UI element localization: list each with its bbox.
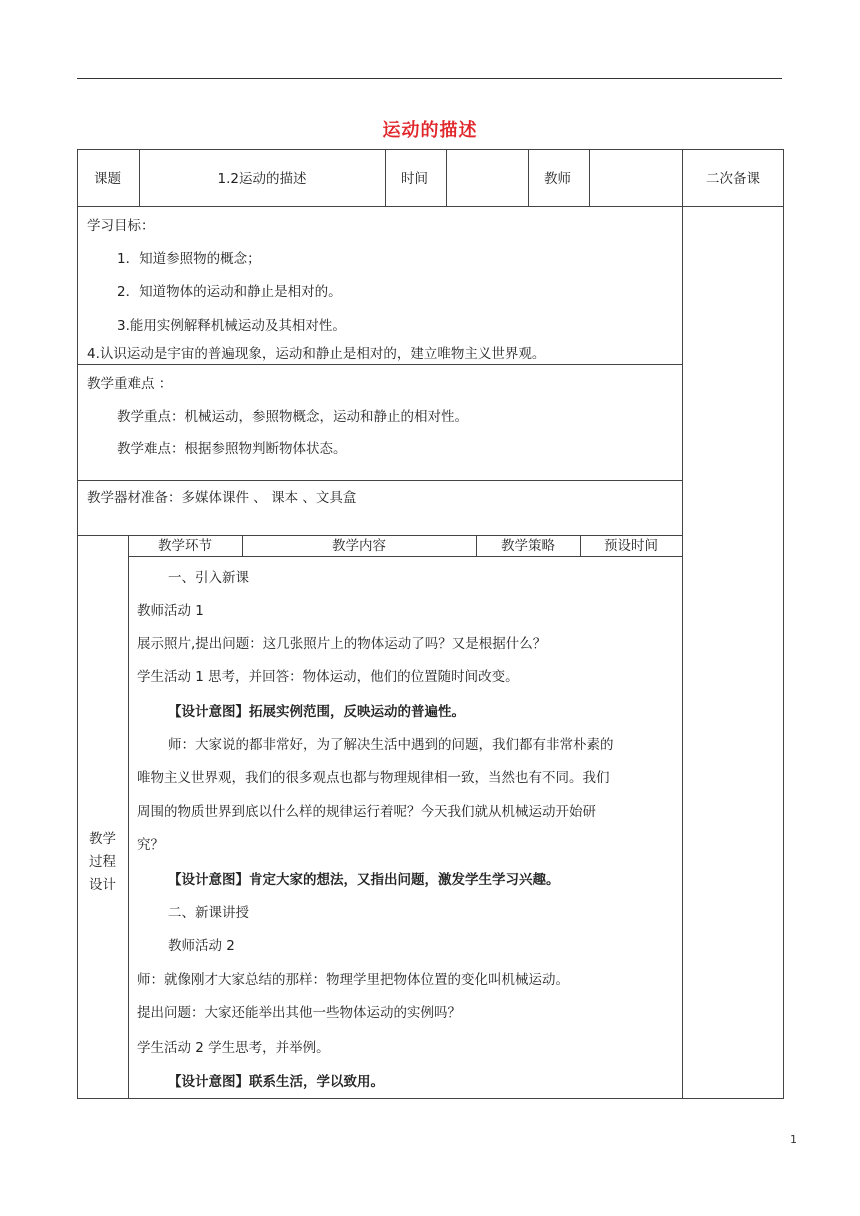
process-line: 周围的物质世界到底以什么样的规律运行着呢？今天我们就从机械运动开始研 xyxy=(137,804,596,820)
process-line: 二、新课讲授 xyxy=(168,905,249,921)
process-line: 一、引入新课 xyxy=(168,570,249,586)
materials-text: 教学器材准备：多媒体课件 、 课本 、文具盒 xyxy=(87,490,357,506)
process-side-label: 教学 xyxy=(89,831,116,847)
design-intent: 【设计意图】拓展实例范围，反映运动的普遍性。 xyxy=(168,704,465,720)
teacher-label: 教师 xyxy=(544,171,571,187)
second-prep-column xyxy=(682,149,683,1099)
objectives-heading: 学习目标： xyxy=(87,218,155,234)
process-side-label: 过程 xyxy=(89,854,116,870)
teaching-difficulty: 教学难点：根据参照物判断物体状态。 xyxy=(117,441,347,457)
design-intent: 【设计意图】联系生活，学以致用。 xyxy=(168,1074,384,1090)
teaching-focus: 教学重点：机械运动，参照物概念，运动和静止的相对性。 xyxy=(117,409,468,425)
page-number: 1 xyxy=(790,1133,797,1146)
process-line: 教师活动 1 xyxy=(137,603,204,619)
process-line: 究？ xyxy=(137,837,164,853)
process-line: 教师活动 2 xyxy=(168,938,235,954)
objective-item: 4.认识运动是宇宙的普遍现象，运动和静止是相对的，建立唯物主义世界观。 xyxy=(87,346,546,362)
process-line: 学生活动 2 学生思考，并举例。 xyxy=(137,1040,330,1056)
process-line: 师：就像刚才大家总结的那样：物理学里把物体位置的变化叫机械运动。 xyxy=(137,972,569,988)
objective-item: 2．知道物体的运动和静止是相对的。 xyxy=(117,284,342,300)
process-side-label: 设计 xyxy=(89,877,116,893)
objective-item: 1．知道参照物的概念； xyxy=(117,251,261,267)
process-line: 唯物主义世界观，我们的很多观点也都与物理规律相一致，当然也有不同。我们 xyxy=(137,770,610,786)
column-header-time: 预设时间 xyxy=(604,538,658,554)
key-points-heading: 教学重难点 ： xyxy=(87,376,173,392)
header-rule xyxy=(77,78,782,79)
second-prep-label: 二次备课 xyxy=(706,171,760,187)
process-line: 学生活动 1 思考，并回答：物体运动，他们的位置随时间改变。 xyxy=(137,669,519,685)
objective-item: 3.能用实例解释机械运动及其相对性。 xyxy=(117,318,346,334)
design-intent: 【设计意图】肯定大家的想法，又指出问题，激发学生学习兴趣。 xyxy=(168,872,560,888)
column-header-content: 教学内容 xyxy=(332,538,386,554)
topic-label: 课题 xyxy=(94,171,121,187)
process-line: 提出问题：大家还能举出其他一些物体运动的实例吗？ xyxy=(137,1005,461,1021)
document-title: 运动的描述 xyxy=(382,120,478,141)
process-line: 展示照片,提出问题：这几张照片上的物体运动了吗？又是根据什么？ xyxy=(137,636,547,652)
topic-value: 1.2运动的描述 xyxy=(217,171,307,187)
column-header-strategy: 教学策略 xyxy=(501,538,555,554)
column-header-stage: 教学环节 xyxy=(158,538,212,554)
time-label: 时间 xyxy=(401,171,428,187)
process-line: 师：大家说的都非常好，为了解决生活中遇到的问题，我们都有非常朴素的 xyxy=(168,737,614,753)
